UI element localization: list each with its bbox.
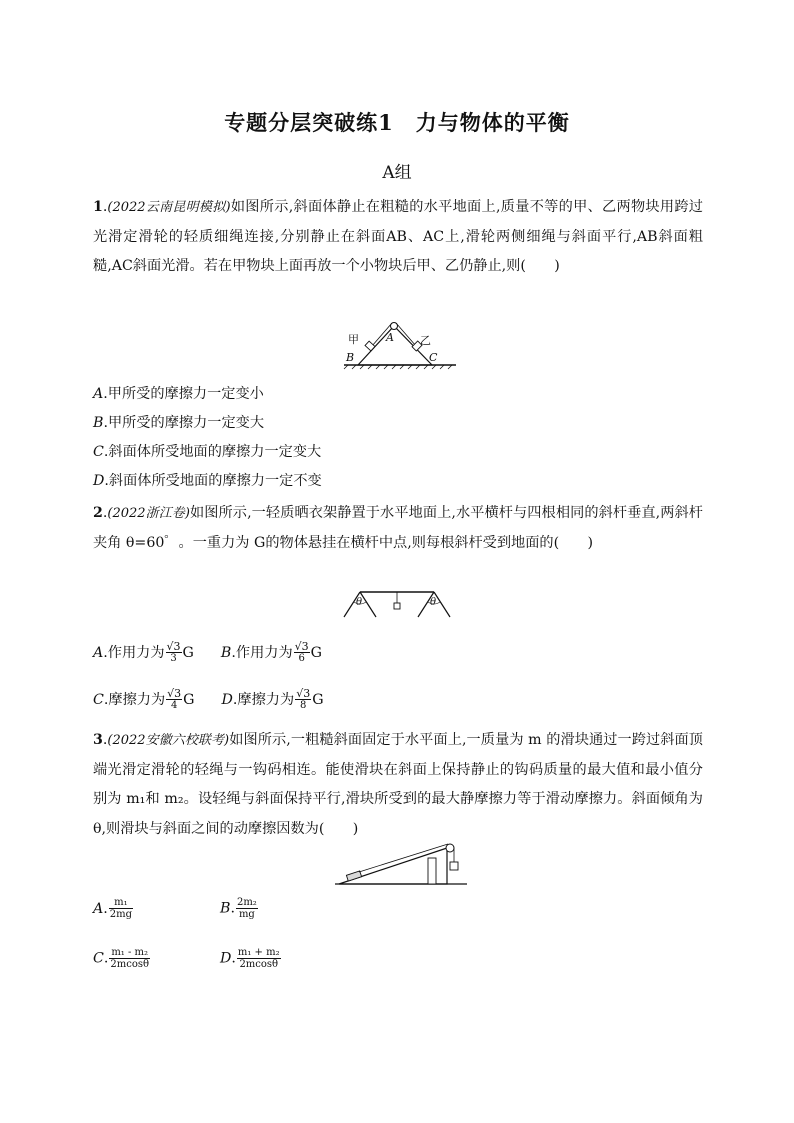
question-1: 1.(2022云南昆明模拟)如图所示,斜面体静止在粗糙的水平地面上,质量不等的甲、乙两物块用跨过光滑定滑轮的轻质细绳连接,分别静止在斜面AB、AC上,滑轮两侧细绳与斜面平行,AB斜面粗糙,AC斜面光滑。若在甲物块上面再放一个小物块后甲、乙仍静止,则( ) — [93, 199, 703, 274]
q2-option-d: D.摩擦力为 $\frac{√3}{8}$ G — [221, 687, 324, 711]
question-text: 如图所示,一粗糙斜面固定于水平面上,一质量为 m 的滑块通过一跨过斜面顶端光滑定滑轮的轻绳与一钩码相连。能使滑块在斜面上保持静止的钩码质量的最大值和最小值分别为 m₁和 m₂。设轻绳与斜面保持平行,滑块所受到的最大静摩擦力等于滑动摩擦力。斜面倾角为 θ,则滑块与斜面之间的动摩擦因数为( ) — [93, 732, 703, 837]
question-3: 3.(2022安徽六校联考)如图所示,一粗糙斜面固定于水平面上,一质量为 m 的滑块通过一跨过斜面顶端光滑定滑轮的轻绳与一钩码相连。能使滑块在斜面上保持静止的钩码质量的最大值和最小值分别为 m₁和 m₂。设轻绳与斜面保持平行,滑块所受到的最大静摩擦力等于滑动摩擦力。斜面倾角为 θ,则滑块与斜面之间的动摩擦因数为( ) — [93, 732, 703, 837]
question-source: (2022云南昆明模拟) — [107, 200, 231, 215]
label-yi: 乙 — [420, 334, 431, 347]
q2-option-c: C.摩擦力为 $\frac{√3}{4}$ G — [93, 687, 195, 711]
q3-option-d: D. $\frac{\text{m₁ + m₂}}{2mcos\theta}$ — [220, 947, 280, 970]
q1-option-a: A.甲所受的摩擦力一定变小 — [93, 386, 264, 402]
label-theta-right: θ — [430, 597, 437, 608]
q2-options-row-1 — [93, 641, 322, 664]
group-heading: A组 — [382, 163, 412, 183]
question-source: (2022浙江卷) — [107, 506, 190, 521]
page-title: 专题分层突破练1 力与物体的平衡 — [224, 110, 570, 135]
q2-option-a: A.作用力为 $\frac{√3}{3}$ G — [93, 640, 194, 664]
q3-option-a: A. $\frac{\text{m₁}}{2mg}$ — [93, 897, 133, 920]
q1-option-b: B.甲所受的摩擦力一定变大 — [93, 415, 265, 431]
question-source: (2022安徽六校联考) — [107, 733, 230, 748]
label-jia: 甲 — [348, 333, 359, 346]
q1-option-c: C.斜面体所受地面的摩擦力一定变大 — [93, 444, 322, 460]
label-c: C — [429, 351, 438, 364]
question-number: 2 — [93, 505, 103, 521]
question-2: 2.(2022浙江卷)如图所示,一轻质晒衣架静置于水平地面上,水平横杆与四根相同的斜杆垂直,两斜杆夹角 θ=60゜。一重力为 G的物体悬挂在横杆中点,则每根斜杆受到地面的( ) — [93, 505, 703, 551]
incline-hanging-mass-figure — [335, 840, 467, 886]
q1-option-d: D.斜面体所受地面的摩擦力一定不变 — [93, 473, 322, 489]
label-theta-left: θ — [356, 597, 363, 608]
question-text: 如图所示,斜面体静止在粗糙的水平地面上,质量不等的甲、乙两物块用跨过光滑定滑轮的轻质细绳连接,分别静止在斜面AB、AC上,滑轮两侧细绳与斜面平行,AB斜面粗糙,AC斜面光滑。若在甲物块上面再放一个小物块后甲、乙仍静止,则( ) — [93, 199, 703, 274]
q3-option-b: B. $\frac{\text{2m₂}}{mg}$ — [220, 897, 257, 920]
q2-options-row-2 — [93, 688, 324, 711]
question-text: 如图所示,一轻质晒衣架静置于水平地面上,水平横杆与四根相同的斜杆垂直,两斜杆夹角 θ=60゜。一重力为 G的物体悬挂在横杆中点,则每根斜杆受到地面的( ) — [93, 505, 703, 551]
q3-option-c: C. $\frac{\text{m₁ - m₂}}{2mcos\theta}$ — [93, 947, 149, 970]
q2-option-b: B.作用力为 $\frac{√3}{6}$ G — [220, 640, 322, 664]
label-b: B — [346, 351, 355, 364]
q3-options-row-1 — [93, 897, 134, 920]
question-number: 3 — [93, 732, 103, 748]
label-a: A — [386, 331, 394, 344]
question-number: 1 — [93, 199, 103, 215]
